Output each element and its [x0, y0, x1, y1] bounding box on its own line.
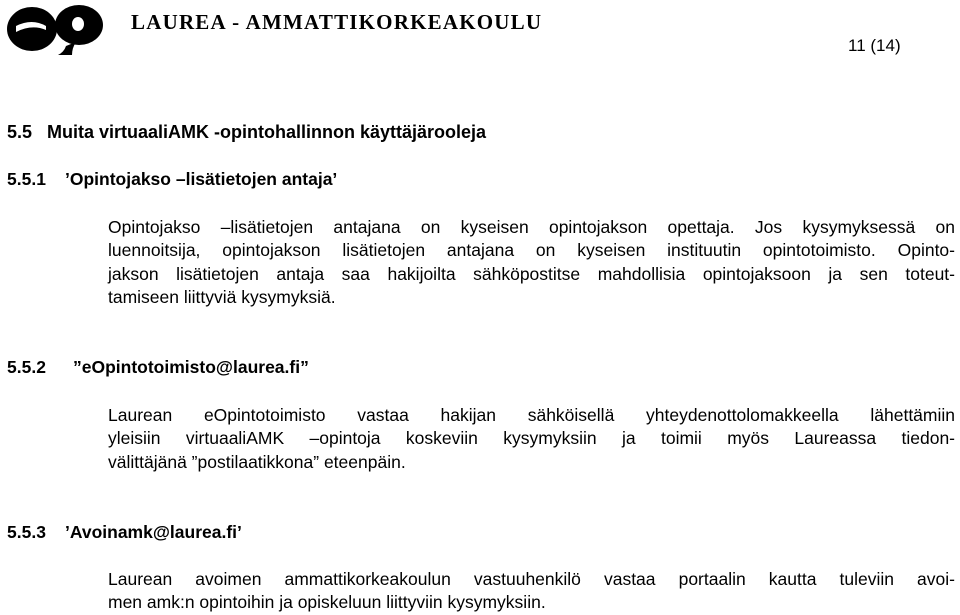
paragraph-line: luennoitsija, opintojakson lisätietojen antajana on kyseisen instituutin opintotoimisto. Opinto- [108, 240, 955, 261]
section-number: 5.5.3 [7, 522, 46, 542]
paragraph-line: välittäjänä ”postilaatikkona” eteenpäin. [108, 451, 406, 472]
section-title: ’Opintojakso –lisätietojen antaja’ [65, 169, 338, 189]
paragraph-line: Laurean avoimen ammattikorkeakoulun vastuuhenkilö vastaa portaalin kautta tuleviin avoi- [108, 569, 955, 589]
section-title: ”eOpintotoimisto@laurea.fi” [73, 357, 309, 377]
laurea-logo [6, 2, 114, 56]
laurea-logo-mark [6, 2, 114, 56]
section-5-5-heading [7, 121, 486, 143]
paragraph-line: men amk:n opintoihin ja opiskeluun liittyviin kysymyksiin. [108, 592, 546, 613]
section-number: 5.5.2 [7, 357, 46, 377]
section-5-5-1-paragraph [108, 216, 955, 309]
section-5-5-3-paragraph [108, 568, 955, 615]
org-name: LAUREA - AMMATTIKORKEAKOULU [131, 10, 543, 34]
section-number: 5.5.1 [7, 169, 46, 189]
paragraph-line: Laurean eOpintotoimisto vastaa hakijan sähköisellä yhteydenottolomakkeella lähettämiin [108, 405, 955, 425]
paragraph-line: yleisiin virtuaaliAMK –opintoja koskeviin kysymyksiin ja toimii myös Laureassa tiedon- [108, 428, 955, 449]
section-number: 5.5 [7, 122, 33, 142]
section-5-5-2-paragraph [108, 404, 955, 474]
paragraph-line: jakson lisätietojen antaja saa hakijoilta sähköpostitse mahdollisia opintojaksoon ja sen toteut- [108, 263, 955, 284]
section-title: ’Avoinamk@laurea.fi’ [65, 522, 242, 542]
paragraph-line: Opintojakso –lisätietojen antajana on kyseisen opintojakson opettaja. Jos kysymyksessä on [108, 217, 955, 237]
paragraph-line: tamiseen liittyviä kysymyksiä. [108, 286, 336, 307]
section-5-5-2-heading [7, 356, 309, 378]
section-5-5-1-heading [7, 168, 337, 190]
section-5-5-3-heading [7, 521, 242, 543]
page-number: 11 (14) [848, 36, 901, 55]
section-title: Muita virtuaaliAMK -opintohallinnon käyttäjärooleja [47, 122, 487, 142]
